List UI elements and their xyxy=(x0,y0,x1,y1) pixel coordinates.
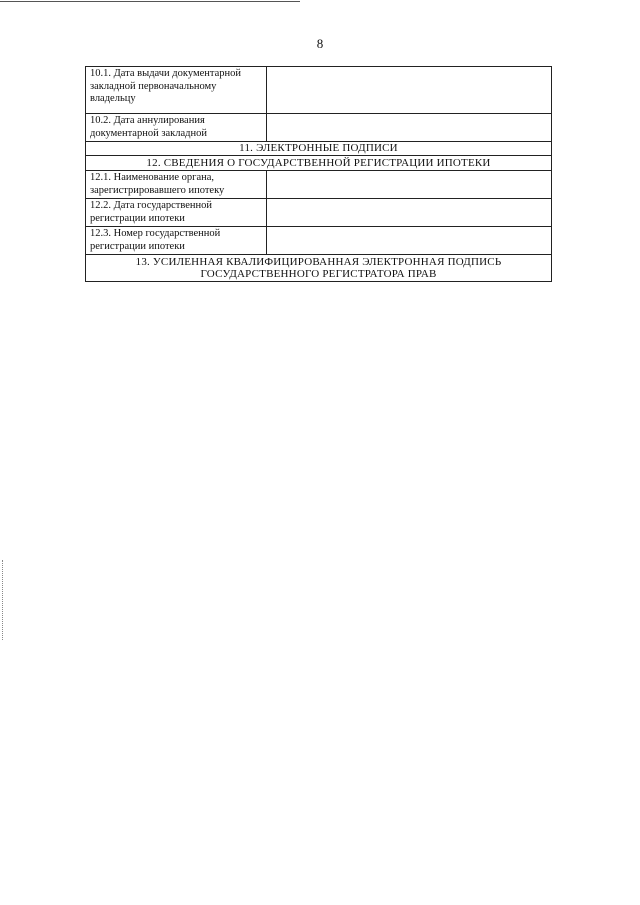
field-value-annulment-date[interactable] xyxy=(267,114,552,142)
table-row-12-2 xyxy=(86,199,552,227)
label-line: 12.1. Наименование органа, xyxy=(90,172,215,183)
form-table xyxy=(85,66,552,282)
heading-line: ГОСУДАРСТВЕННОГО РЕГИСТРАТОРА ПРАВ xyxy=(200,268,437,280)
section-row-12 xyxy=(86,156,552,171)
label-line: 12.2. Дата государственной xyxy=(90,200,213,211)
table-row-12-1 xyxy=(86,171,552,199)
label-line: закладной первоначальному xyxy=(90,80,217,92)
section-heading-electronic-signatures: 11. ЭЛЕКТРОННЫЕ ПОДПИСИ xyxy=(86,142,552,156)
label-line: 12.3. Номер государственной xyxy=(90,228,221,239)
label-line: владельцу xyxy=(90,93,136,104)
field-label-issue-date xyxy=(86,67,267,114)
section-heading-state-registration: 12. СВЕДЕНИЯ О ГОСУДАРСТВЕННОЙ РЕГИСТРАЦИИ ИПОТЕКИ xyxy=(86,156,552,171)
field-label-registering-authority xyxy=(86,171,267,199)
label-line: 10.2. Дата аннулирования xyxy=(90,115,205,126)
label-line: 10.1. Дата выдачи документарной xyxy=(90,68,241,79)
label-line: документарной закладной xyxy=(90,127,207,139)
table-row-10-2 xyxy=(86,114,552,142)
label-line: регистрации ипотеки xyxy=(90,212,185,224)
field-label-annulment-date xyxy=(86,114,267,142)
field-value-issue-date[interactable] xyxy=(267,67,552,114)
table-row-12-3 xyxy=(86,227,552,255)
table-row-10-1 xyxy=(86,67,552,114)
section-heading-registrar-signature xyxy=(86,255,552,282)
section-row-11 xyxy=(86,142,552,156)
field-label-registration-date xyxy=(86,199,267,227)
heading-line: 13. УСИЛЕННАЯ КВАЛИФИЦИРОВАННАЯ ЭЛЕКТРОННАЯ ПОДПИСЬ xyxy=(135,256,502,268)
page-number: 8 xyxy=(316,36,324,51)
section-row-13 xyxy=(86,255,552,282)
field-value-registering-authority[interactable] xyxy=(267,171,552,199)
field-label-registration-number xyxy=(86,227,267,255)
scan-edge-line xyxy=(0,1,300,2)
label-line: регистрации ипотеки xyxy=(90,240,185,252)
label-line: зарегистрировавшего ипотеку xyxy=(90,184,225,196)
scan-edge-mark xyxy=(2,560,3,640)
field-value-registration-date[interactable] xyxy=(267,199,552,227)
field-value-registration-number[interactable] xyxy=(267,227,552,255)
